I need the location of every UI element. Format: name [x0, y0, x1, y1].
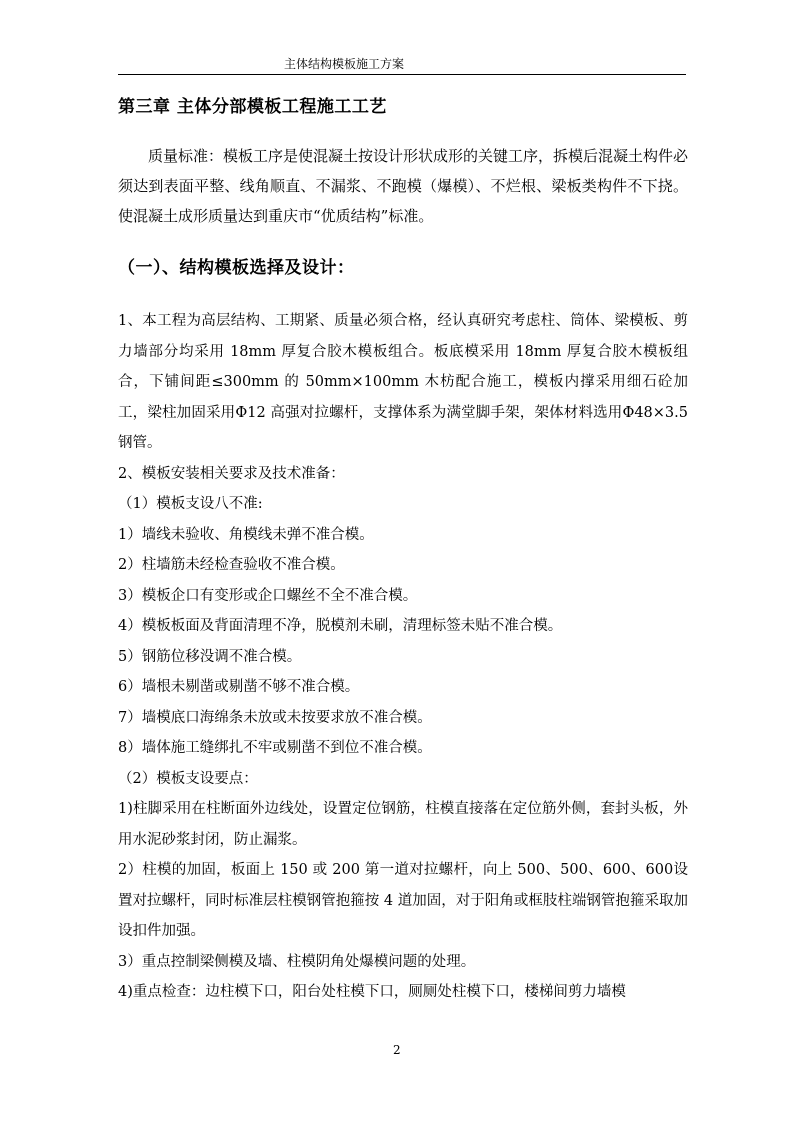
page-content: [118, 86, 688, 1008]
header-divider: [118, 74, 686, 75]
page-number: 2: [393, 1043, 401, 1057]
body-paragraph-1: 1、本工程为高层结构、工期紧、质量必须合格，经认真研究考虑柱、筒体、梁模板、剪力墙部分均采用 18mm 厚复合胶木模板组合。板底模采用 18mm 厚复合胶木模板组合，下铺间距≤300mm 的 50mm×100mm 木枋配合施工，模板内撑采用细石砼加工，梁柱加固采用Φ12 高强对拉螺杆，支撑体系为满堂脚手架，架体材料选用Φ48×3.5 钢管。: [118, 313, 688, 451]
list-item: 6）墙根未剔凿或剔凿不够不准合模。: [118, 679, 360, 695]
point-item: 1)柱脚采用在柱断面外边线处，设置定位钢筋，柱模直接落在定位筋外侧，套封头板，外用水泥砂浆封闭，防止漏浆。: [118, 801, 688, 848]
list-item: 2）柱墙筋未经检查验收不准合模。: [118, 557, 345, 573]
point-item: 2）柱模的加固，板面上 150 或 200 第一道对拉螺杆，向上 500、500、600、600设置对拉螺杆，同时标准层柱模钢管抱箍按 4 道加固，对于阳角或框肢柱端钢管抱箍采取加设扣件加强。: [118, 862, 688, 939]
chapter-title: 第三章 主体分部模板工程施工工艺: [118, 97, 387, 117]
subsection-heading-2: （2）模板支设要点：: [118, 770, 258, 787]
section-title: （一）、结构模板选择及设计：: [118, 258, 355, 278]
list-item: 4）模板板面及背面清理不净，脱模剂未刷，清理标签未贴不准合模。: [118, 618, 563, 634]
list-item: 8）墙体施工缝绑扎不牢或剔凿不到位不准合模。: [118, 740, 432, 756]
subsection-heading-1: （1）模板支设八不准:: [118, 496, 263, 512]
running-header: 主体结构模板施工方案: [284, 57, 405, 71]
list-item: 1）墙线未验收、角模线未弹不准合模。: [118, 526, 374, 543]
point-item: 3）重点控制梁侧模及墙、柱模阴角处爆模问题的处理。: [118, 953, 476, 970]
body-paragraph-2: 2、模板安装相关要求及技术准备：: [118, 465, 345, 482]
quality-standard-paragraph: 质量标准：模板工序是使混凝土按设计形状成形的关键工序，拆模后混凝土构件必须达到表面平整、线角顺直、不漏浆、不跑模（爆模）、不烂根、梁板类构件不下挠。使混凝土成形质量达到重庆市“优质结构”标准。: [118, 147, 689, 225]
list-item: 7）墙模底口海绵条未放或未按要求放不准合模。: [118, 709, 432, 726]
point-item: 4)重点检查：边柱模下口，阳台处柱模下口，厕厕处柱模下口，楼梯间剪力墙模: [118, 984, 626, 1000]
list-item: 5）钢筋位移没调不准合模。: [118, 648, 302, 665]
list-item: 3）模板企口有变形或企口螺丝不全不准合模。: [118, 587, 418, 604]
section-body: [118, 306, 688, 1008]
